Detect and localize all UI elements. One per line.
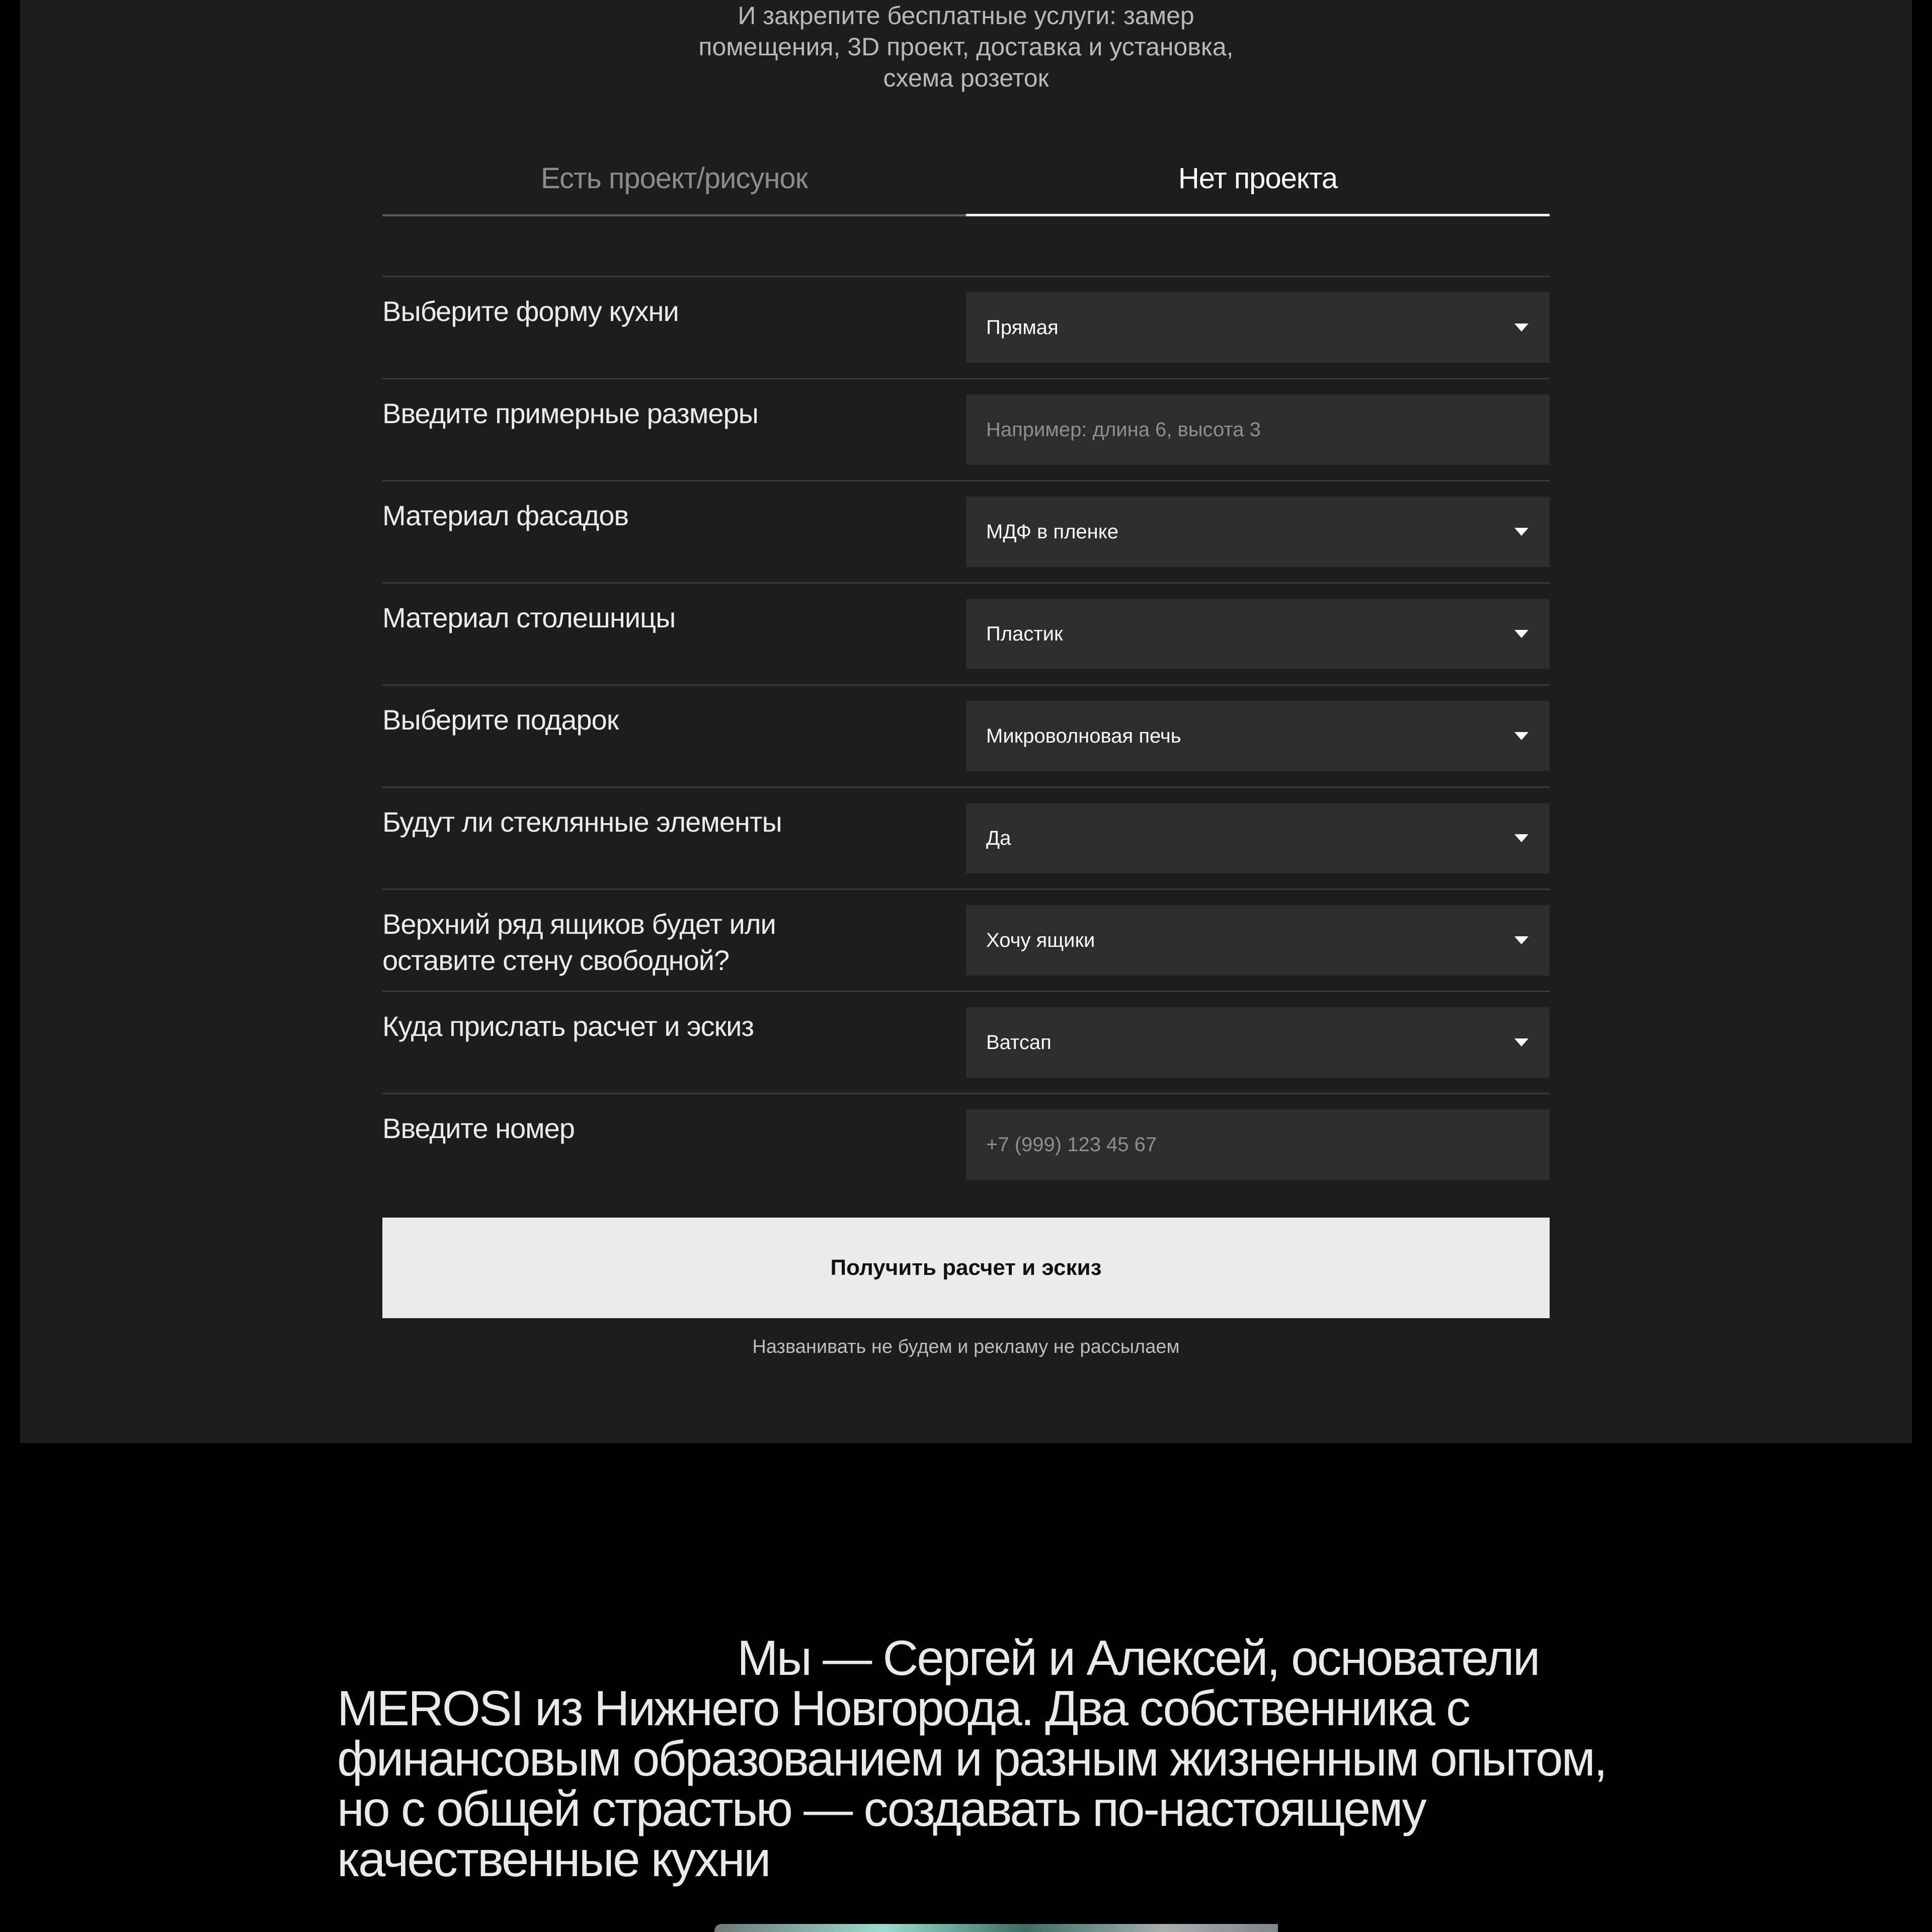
gift-select[interactable]	[966, 701, 1550, 771]
intro-line: помещения, 3D проект, доставка и установка,	[698, 33, 1234, 61]
about-line: MEROSI из Нижнего Новгорода. Два собственника с	[337, 1680, 1469, 1736]
field-label-line: Верхний ряд ящиков будет или	[382, 908, 776, 940]
caret-down-icon	[1514, 528, 1528, 536]
selected-value: МДФ в пленке	[986, 520, 1118, 543]
about-line: финансовым образованием и разным жизненным опытом,	[337, 1731, 1606, 1786]
tab-no-project[interactable]: Нет проекта	[966, 151, 1550, 216]
kitchen-shape-select[interactable]	[966, 292, 1550, 363]
phone-input[interactable]	[966, 1109, 1550, 1180]
field-label: Выберите подарок	[382, 704, 619, 736]
form-row-kitchen-shape	[382, 276, 1550, 378]
field-label: Материал фасадов	[382, 500, 629, 531]
caret-down-icon	[1514, 936, 1528, 944]
about-line: качественные кухни	[337, 1831, 770, 1887]
about-line: Мы — Сергей и Алексей, основатели	[737, 1630, 1539, 1685]
caret-down-icon	[1514, 834, 1528, 842]
founders-photo	[714, 1924, 1278, 1932]
dimensions-input[interactable]	[966, 394, 1550, 465]
form-row-phone	[382, 1093, 1550, 1195]
selected-value: Хочу ящики	[986, 929, 1095, 951]
tab-has-project[interactable]: Есть проект/рисунок	[382, 151, 966, 216]
intro-line: И закрепите бесплатные услуги: замер	[738, 2, 1194, 30]
field-label: Выберите форму кухни	[382, 295, 679, 327]
facade-material-select[interactable]	[966, 497, 1550, 567]
field-label: Введите примерные размеры	[382, 397, 758, 429]
caret-down-icon	[1514, 324, 1528, 332]
countertop-material-select[interactable]	[966, 599, 1550, 669]
field-label: Будут ли стеклянные элементы	[382, 806, 782, 838]
form-row-gift	[382, 684, 1550, 786]
selected-value: Прямая	[986, 316, 1059, 339]
about-line: но с общей страстью — создавать по-настоящему	[337, 1781, 1425, 1836]
about-founders-text	[337, 1630, 1645, 1887]
project-tabs	[382, 151, 1550, 216]
intro-line: схема розеток	[883, 64, 1049, 92]
privacy-note: Названивать не будем и рекламу не рассылаем	[752, 1336, 1180, 1357]
calculation-form	[382, 276, 1550, 1195]
selected-value: Микроволновая печь	[986, 725, 1181, 747]
field-label-line: оставите стену свободной?	[382, 944, 730, 976]
delivery-channel-select[interactable]	[966, 1007, 1550, 1078]
get-calculation-button[interactable]: Получить расчет и эскиз	[382, 1218, 1550, 1318]
field-label: Введите номер	[382, 1112, 575, 1144]
field-label	[382, 906, 886, 979]
caret-down-icon	[1514, 732, 1528, 740]
form-row-facade-material	[382, 480, 1550, 582]
selected-value: Ватсап	[986, 1031, 1052, 1054]
caret-down-icon	[1514, 630, 1528, 638]
form-row-dimensions	[382, 378, 1550, 480]
form-row-countertop-material	[382, 582, 1550, 684]
upper-cabinets-select[interactable]	[966, 905, 1550, 976]
form-row-glass-elements	[382, 786, 1550, 889]
field-label: Материал столешницы	[382, 602, 676, 633]
selected-value: Пластик	[986, 622, 1063, 645]
caret-down-icon	[1514, 1038, 1528, 1046]
selected-value: Да	[986, 827, 1011, 849]
glass-elements-select[interactable]	[966, 803, 1550, 873]
form-row-upper-cabinets	[382, 889, 1550, 991]
intro-text	[0, 0, 1932, 94]
field-label: Куда прислать расчет и эскиз	[382, 1010, 754, 1042]
form-row-delivery-channel	[382, 991, 1550, 1093]
